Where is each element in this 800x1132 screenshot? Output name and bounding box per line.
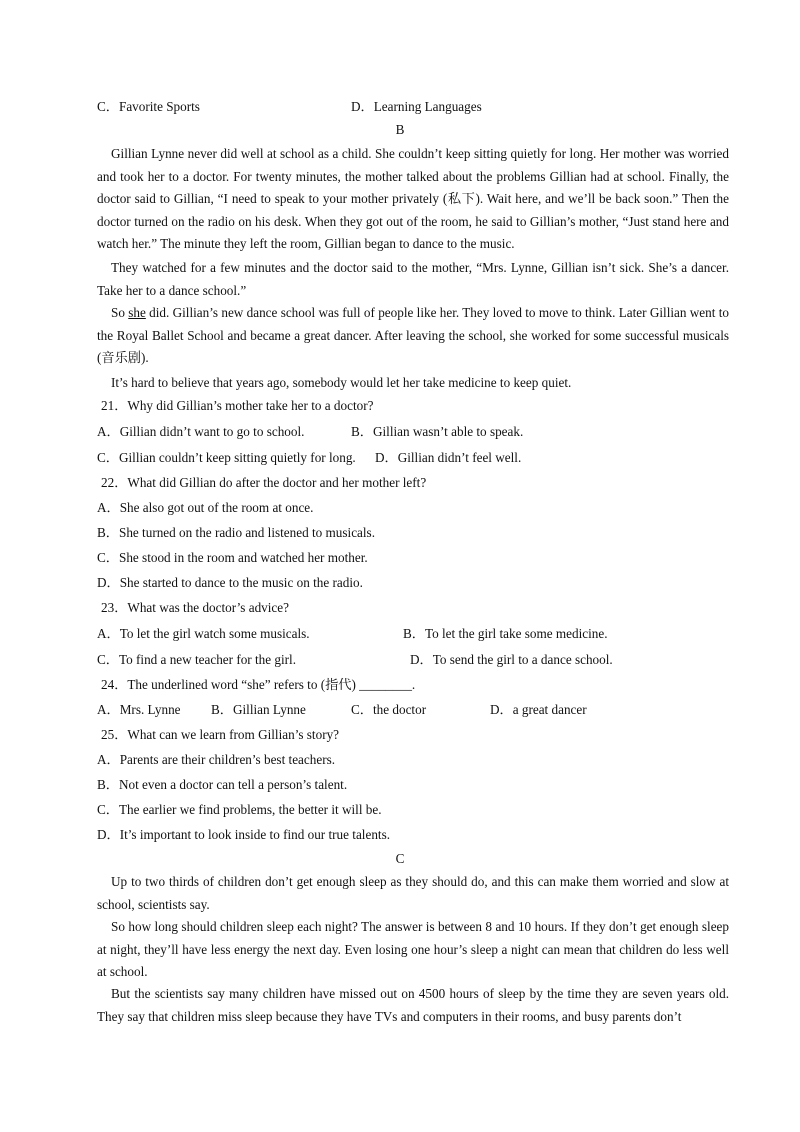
p3-pre: So — [111, 305, 129, 320]
question-25-option-a[interactable]: A．Parents are their children’s best teachers. — [97, 752, 336, 767]
question-23-option-b[interactable]: B．To let the girl take some medicine. — [403, 626, 608, 641]
question-23-option-a[interactable]: A．To let the girl watch some musicals. — [97, 626, 310, 641]
section-b-paragraph-3 — [97, 302, 729, 370]
section-b-heading: B — [395, 122, 405, 137]
question-21-option-d[interactable]: D．Gillian didn’t feel well. — [375, 450, 522, 465]
passage-c-p3-text: But the scientists say many children have missed out on 4500 hours of sleep by the time they are seven years old. They say that children miss sleep because they have TVs and computers in their rooms, and busy parents don’t — [97, 986, 729, 1024]
passage-c-p1-text: Up to two thirds of children don’t get enough sleep as they should do, and this can make them worried and slow at school, scientists say. — [97, 874, 729, 912]
question-22-option-d[interactable]: D．She started to dance to the music on the radio. — [97, 575, 363, 590]
question-23-option-d[interactable]: D．To send the girl to a dance school. — [410, 652, 613, 667]
section-b-paragraph-2 — [97, 257, 729, 302]
passage-b-p3-text — [97, 302, 729, 370]
question-25-option-b[interactable]: B．Not even a doctor can tell a person’s talent. — [97, 777, 348, 792]
section-c-paragraph-3 — [97, 983, 729, 1028]
question-25-option-d[interactable]: D．It’s important to look inside to find our true talents. — [97, 827, 391, 842]
section-b-paragraph-4 — [97, 372, 729, 395]
passage-b-p4-text: It’s hard to believe that years ago, somebody would let her take medicine to keep quiet. — [111, 375, 572, 390]
passage-b-p2-text: They watched for a few minutes and the doctor said to the mother, “Mrs. Lynne, Gillian isn’t sick. She’s a dancer. Take her to a dance school.” — [97, 260, 729, 298]
question-24-stem: 24．The underlined word “she” refers to (指代) ________. — [101, 677, 416, 692]
option-c-favorite-sports: C．Favorite Sports — [97, 99, 200, 114]
question-21-option-a[interactable]: A．Gillian didn’t want to go to school. — [97, 424, 305, 439]
underlined-word-she: she — [128, 305, 146, 320]
section-c-heading: C — [395, 851, 405, 866]
section-c-paragraph-1 — [97, 871, 729, 916]
question-21-option-b[interactable]: B．Gillian wasn’t able to speak. — [351, 424, 524, 439]
question-24-option-b[interactable]: B．Gillian Lynne — [211, 702, 306, 717]
question-24-option-c[interactable]: C．the doctor — [351, 702, 427, 717]
question-22-option-c[interactable]: C．She stood in the room and watched her mother. — [97, 550, 368, 565]
question-22-option-b[interactable]: B．She turned on the radio and listened to musicals. — [97, 525, 375, 540]
p3-post: did. Gillian’s new dance school was full of people like her. They loved to move to think. Later Gillian went to the Royal Ballet School and became a great dancer. After leaving the school, she worked for some successful musicals (音乐剧). — [97, 305, 729, 366]
question-21-option-c[interactable]: C．Gillian couldn’t keep sitting quietly for long. — [97, 450, 356, 465]
passage-c-p2-text: So how long should children sleep each night? The answer is between 8 and 10 hours. If they don’t get enough sleep at night, they’ll have less energy the next day. Even losing one hour’s sleep a night can mean that children do less well at school. — [97, 919, 729, 980]
question-25-option-c[interactable]: C．The earlier we find problems, the better it will be. — [97, 802, 382, 817]
question-25-stem: 25．What can we learn from Gillian’s story? — [101, 727, 340, 742]
question-23-stem: 23．What was the doctor’s advice? — [101, 600, 289, 615]
question-24-option-d[interactable]: D．a great dancer — [490, 702, 587, 717]
question-21-stem: 21．Why did Gillian’s mother take her to a doctor? — [101, 398, 374, 413]
question-22-option-a[interactable]: A．She also got out of the room at once. — [97, 500, 314, 515]
option-d-learning-languages: D．Learning Languages — [351, 99, 482, 114]
question-24-option-a[interactable]: A．Mrs. Lynne — [97, 702, 181, 717]
section-b-paragraph-1 — [97, 143, 729, 256]
passage-b-p1-text: Gillian Lynne never did well at school as a child. She couldn’t keep sitting quietly for long. Her mother was worried and took her to a doctor. For twenty minutes, the mother talked about the problems Gillian had at school. Finally, the doctor said to Gillian, “I need to speak to your mother privately (私下). Wait here, and we’ll be back soon.” Then the doctor turned on the radio on his desk. When they got out of the room, he said to Gillian’s mother, “Just stand here and watch her.” The minute they left the room, Gillian began to dance to the music. — [97, 146, 729, 252]
question-22-stem: 22．What did Gillian do after the doctor and her mother left? — [101, 475, 427, 490]
question-23-option-c[interactable]: C．To find a new teacher for the girl. — [97, 652, 297, 667]
section-c-paragraph-2 — [97, 916, 729, 984]
